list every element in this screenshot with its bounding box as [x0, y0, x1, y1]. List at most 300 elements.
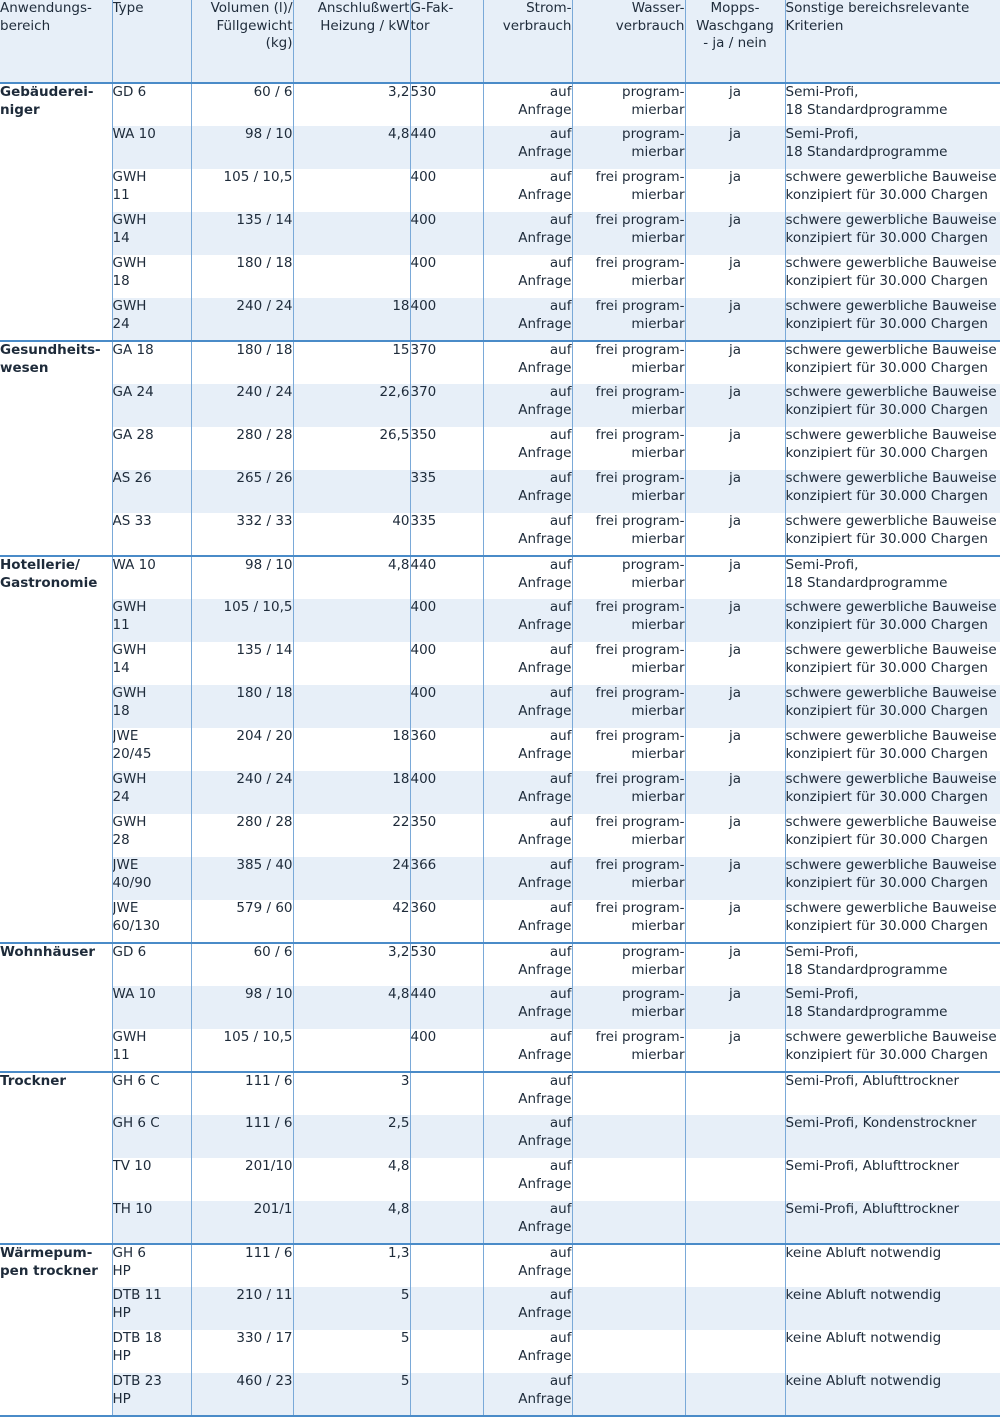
criteria-cell-text: schwere gewerbliche Bauweise konzipiert für 30.000 Chargen: [785, 900, 997, 934]
heating-cell-text: 26,5: [379, 427, 410, 443]
power-cell: [483, 255, 572, 298]
heating-cell: [293, 169, 410, 212]
criteria-cell-text: schwere gewerbliche Bauweise konzipiert für 30.000 Chargen: [785, 255, 997, 289]
heating-cell: [293, 83, 410, 126]
type-cell-text: GH 6 C: [112, 1073, 160, 1089]
heating-cell-text: 22,6: [379, 384, 410, 400]
heating-cell-text: 1,3: [388, 1245, 410, 1261]
criteria-cell-text: schwere gewerbliche Bauweise konzipiert für 30.000 Chargen: [785, 814, 997, 848]
criteria-cell-text: schwere gewerbliche Bauweise konzipiert für 30.000 Chargen: [785, 427, 997, 461]
table-row: [0, 1115, 1000, 1158]
power-cell-text: auf Anfrage: [518, 513, 572, 547]
table-row: [0, 728, 1000, 771]
power-cell: [483, 1115, 572, 1158]
mop-wash-cell: [685, 1244, 785, 1287]
header-water-consumption: Wasser- verbrauch: [572, 0, 685, 83]
mop-wash-cell: [685, 1373, 785, 1416]
power-cell-text: auf Anfrage: [518, 599, 572, 633]
mop-wash-cell: [685, 255, 785, 298]
table-row: [0, 1330, 1000, 1373]
volume-cell-text: 280 / 28: [236, 427, 293, 443]
mop-wash-cell: [685, 986, 785, 1029]
type-cell-text: DTB 23 HP: [112, 1373, 162, 1407]
mop-wash-cell-text: ja: [728, 126, 742, 142]
heating-cell: [293, 1287, 410, 1330]
heating-cell-text: 3: [400, 1073, 410, 1089]
heating-cell-text: 4,8: [388, 1201, 410, 1217]
heating-cell: [293, 1201, 410, 1244]
table-row: [0, 1029, 1000, 1072]
type-cell: [112, 556, 191, 599]
mop-wash-cell: [685, 1158, 785, 1201]
water-cell: [572, 470, 685, 513]
criteria-cell: [785, 126, 1000, 169]
volume-cell-text: 332 / 33: [236, 513, 293, 529]
group-cell: [0, 814, 112, 857]
mop-wash-cell: [685, 1115, 785, 1158]
volume-cell: [191, 1072, 293, 1115]
heating-cell: [293, 298, 410, 341]
power-cell: [483, 943, 572, 986]
volume-cell-text: 135 / 14: [236, 642, 293, 658]
volume-cell-text: 105 / 10,5: [223, 599, 293, 615]
power-cell-text: auf Anfrage: [518, 84, 572, 118]
volume-cell-text: 60 / 6: [253, 944, 293, 960]
heating-cell: [293, 1373, 410, 1416]
power-cell-text: auf Anfrage: [518, 342, 572, 376]
volume-cell-text: 180 / 18: [236, 342, 293, 358]
heating-cell: [293, 513, 410, 556]
criteria-cell: [785, 1287, 1000, 1330]
g-factor-cell: [410, 814, 483, 857]
type-cell-text: GWH 24: [112, 298, 147, 332]
mop-wash-cell-text: ja: [728, 685, 742, 701]
water-cell-text: frei program- mierbar: [595, 599, 685, 633]
heating-cell: [293, 1072, 410, 1115]
type-cell-text: GWH 18: [112, 255, 147, 289]
g-factor-cell: [410, 255, 483, 298]
heating-cell-text: 15: [392, 342, 410, 358]
power-cell: [483, 1330, 572, 1373]
group-cell: [0, 900, 112, 943]
group-label: Wärmepum- pen trockner: [0, 1245, 98, 1279]
mop-wash-cell: [685, 1201, 785, 1244]
water-cell-text: program- mierbar: [622, 986, 685, 1020]
volume-cell: [191, 255, 293, 298]
g-factor-cell-text: 440: [410, 126, 437, 142]
g-factor-cell: [410, 771, 483, 814]
criteria-cell-text: Semi-Profi, 18 Standardprogramme: [785, 557, 948, 591]
power-cell-text: auf Anfrage: [518, 814, 572, 848]
table-row: [0, 298, 1000, 341]
water-cell: [572, 298, 685, 341]
type-cell-text: GH 6 HP: [112, 1245, 146, 1279]
water-cell: [572, 83, 685, 126]
volume-cell: [191, 1287, 293, 1330]
type-cell-text: GWH 18: [112, 685, 147, 719]
g-factor-cell: [410, 298, 483, 341]
g-factor-cell: [410, 513, 483, 556]
type-cell-text: GA 24: [112, 384, 154, 400]
volume-cell-text: 280 / 28: [236, 814, 293, 830]
heating-cell-text: 4,8: [388, 557, 410, 573]
power-cell: [483, 599, 572, 642]
criteria-cell: [785, 728, 1000, 771]
group-cell: [0, 169, 112, 212]
power-cell: [483, 771, 572, 814]
group-cell: [0, 986, 112, 1029]
header-volume: Volumen (l)/ Füllgewicht (kg): [191, 0, 293, 83]
table-row: [0, 470, 1000, 513]
criteria-cell-text: Semi-Profi, Ablufttrockner: [785, 1073, 960, 1089]
criteria-cell-text: schwere gewerbliche Bauweise konzipiert für 30.000 Chargen: [785, 298, 997, 332]
group-label: Gesundheits- wesen: [0, 342, 101, 376]
type-cell: [112, 298, 191, 341]
criteria-cell-text: schwere gewerbliche Bauweise konzipiert für 30.000 Chargen: [785, 342, 997, 376]
mop-wash-cell-text: ja: [728, 298, 742, 314]
table-body: [0, 83, 1000, 1416]
criteria-cell: [785, 341, 1000, 384]
g-factor-cell: [410, 857, 483, 900]
criteria-cell-text: keine Abluft notwendig: [785, 1245, 942, 1261]
water-cell: [572, 1115, 685, 1158]
volume-cell: [191, 1158, 293, 1201]
g-factor-cell-text: 400: [410, 255, 437, 271]
volume-cell: [191, 513, 293, 556]
criteria-cell-text: schwere gewerbliche Bauweise konzipiert für 30.000 Chargen: [785, 642, 997, 676]
mop-wash-cell: [685, 341, 785, 384]
power-cell-text: auf Anfrage: [518, 900, 572, 934]
g-factor-cell: [410, 1072, 483, 1115]
heating-cell-text: 5: [400, 1330, 410, 1346]
criteria-cell: [785, 599, 1000, 642]
header-row: [0, 0, 1000, 83]
heating-cell: [293, 1158, 410, 1201]
g-factor-cell-text: 335: [410, 513, 437, 529]
power-cell: [483, 513, 572, 556]
g-factor-cell: [410, 169, 483, 212]
group-label: Hotellerie/ Gastronomie: [0, 557, 98, 591]
criteria-cell: [785, 685, 1000, 728]
g-factor-cell: [410, 599, 483, 642]
heating-cell-text: 4,8: [388, 1158, 410, 1174]
water-cell: [572, 169, 685, 212]
power-cell: [483, 470, 572, 513]
header-power-consumption: Strom- verbrauch: [483, 0, 572, 83]
mop-wash-cell-text: ja: [728, 814, 742, 830]
water-cell-text: program- mierbar: [622, 126, 685, 160]
mop-wash-cell-text: ja: [728, 986, 742, 1002]
water-cell: [572, 1330, 685, 1373]
volume-cell: [191, 470, 293, 513]
criteria-cell: [785, 556, 1000, 599]
mop-wash-cell-text: ja: [728, 169, 742, 185]
volume-cell-text: 385 / 40: [236, 857, 293, 873]
criteria-cell-text: schwere gewerbliche Bauweise konzipiert für 30.000 Chargen: [785, 384, 997, 418]
volume-cell-text: 460 / 23: [236, 1373, 293, 1389]
g-factor-cell-text: 530: [410, 84, 437, 100]
criteria-cell-text: Semi-Profi, 18 Standardprogramme: [785, 84, 948, 118]
type-cell: [112, 169, 191, 212]
g-factor-cell: [410, 943, 483, 986]
type-cell: [112, 1201, 191, 1244]
volume-cell: [191, 126, 293, 169]
heating-cell: [293, 1029, 410, 1072]
water-cell: [572, 212, 685, 255]
group-cell: [0, 728, 112, 771]
criteria-cell: [785, 1373, 1000, 1416]
power-cell-text: auf Anfrage: [518, 212, 572, 246]
type-cell-text: GD 6: [112, 84, 147, 100]
type-cell-text: TV 10: [112, 1158, 152, 1174]
volume-cell-text: 201/10: [245, 1158, 293, 1174]
heating-cell: [293, 1115, 410, 1158]
header-heating: Anschlußwert Heizung / kW: [293, 0, 410, 83]
type-cell: [112, 1373, 191, 1416]
type-cell-text: AS 33: [112, 513, 152, 529]
heating-cell-text: 3,2: [388, 84, 410, 100]
criteria-cell: [785, 384, 1000, 427]
heating-cell-text: 24: [392, 857, 410, 873]
volume-cell-text: 210 / 11: [236, 1287, 293, 1303]
mop-wash-cell-text: ja: [728, 771, 742, 787]
power-cell-text: auf Anfrage: [518, 255, 572, 289]
type-cell: [112, 341, 191, 384]
heating-cell-text: 18: [392, 771, 410, 787]
mop-wash-cell: [685, 1029, 785, 1072]
table-row: [0, 685, 1000, 728]
heating-cell-text: 18: [392, 728, 410, 744]
criteria-cell: [785, 1115, 1000, 1158]
water-cell: [572, 556, 685, 599]
heating-cell-text: 4,8: [388, 986, 410, 1002]
criteria-cell: [785, 298, 1000, 341]
heating-cell: [293, 126, 410, 169]
criteria-cell-text: Semi-Profi, 18 Standardprogramme: [785, 126, 948, 160]
group-cell: [0, 1330, 112, 1373]
volume-cell-text: 180 / 18: [236, 255, 293, 271]
type-cell: [112, 599, 191, 642]
power-cell: [483, 986, 572, 1029]
volume-cell: [191, 427, 293, 470]
criteria-cell: [785, 857, 1000, 900]
water-cell-text: frei program- mierbar: [595, 384, 685, 418]
mop-wash-cell: [685, 943, 785, 986]
criteria-cell-text: schwere gewerbliche Bauweise konzipiert für 30.000 Chargen: [785, 1029, 997, 1063]
volume-cell-text: 111 / 6: [245, 1073, 293, 1089]
type-cell-text: GWH 11: [112, 599, 147, 633]
heating-cell-text: 2,5: [388, 1115, 410, 1131]
criteria-cell: [785, 513, 1000, 556]
heating-cell: [293, 427, 410, 470]
power-cell-text: auf Anfrage: [518, 470, 572, 504]
g-factor-cell: [410, 427, 483, 470]
volume-cell: [191, 728, 293, 771]
water-cell-text: frei program- mierbar: [595, 685, 685, 719]
type-cell: [112, 943, 191, 986]
g-factor-cell-text: 335: [410, 470, 437, 486]
g-factor-cell: [410, 986, 483, 1029]
water-cell-text: frei program- mierbar: [595, 427, 685, 461]
mop-wash-cell: [685, 384, 785, 427]
g-factor-cell: [410, 341, 483, 384]
power-cell: [483, 685, 572, 728]
type-cell-text: JWE 60/130: [112, 900, 160, 934]
mop-wash-cell: [685, 1072, 785, 1115]
heating-cell: [293, 1244, 410, 1287]
mop-wash-cell: [685, 814, 785, 857]
mop-wash-cell: [685, 728, 785, 771]
mop-wash-cell-text: ja: [728, 84, 742, 100]
type-cell-text: GWH 14: [112, 642, 147, 676]
g-factor-cell: [410, 685, 483, 728]
table-row: [0, 513, 1000, 556]
criteria-cell: [785, 1158, 1000, 1201]
water-cell-text: frei program- mierbar: [595, 900, 685, 934]
water-cell-text: program- mierbar: [622, 944, 685, 978]
power-cell: [483, 212, 572, 255]
type-cell-text: JWE 40/90: [112, 857, 152, 891]
volume-cell: [191, 857, 293, 900]
g-factor-cell-text: 400: [410, 1029, 437, 1045]
table-row: [0, 771, 1000, 814]
group-cell: [0, 556, 112, 599]
g-factor-cell-text: 366: [410, 857, 437, 873]
type-cell-text: WA 10: [112, 557, 156, 573]
mop-wash-cell-text: ja: [728, 857, 742, 873]
mop-wash-cell: [685, 298, 785, 341]
type-cell-text: DTB 11 HP: [112, 1287, 162, 1321]
water-cell: [572, 943, 685, 986]
volume-cell-text: 98 / 10: [245, 126, 293, 142]
g-factor-cell-text: 440: [410, 557, 437, 573]
criteria-cell-text: Semi-Profi, 18 Standardprogramme: [785, 986, 948, 1020]
volume-cell-text: 240 / 24: [236, 384, 293, 400]
mop-wash-cell-text: ja: [728, 557, 742, 573]
criteria-cell: [785, 642, 1000, 685]
type-cell-text: TH 10: [112, 1201, 153, 1217]
table-row: [0, 1072, 1000, 1115]
type-cell: [112, 212, 191, 255]
power-cell: [483, 900, 572, 943]
power-cell-text: auf Anfrage: [518, 169, 572, 203]
power-cell-text: auf Anfrage: [518, 1330, 572, 1364]
power-cell: [483, 341, 572, 384]
water-cell: [572, 513, 685, 556]
type-cell: [112, 513, 191, 556]
mop-wash-cell-text: ja: [728, 342, 742, 358]
type-cell: [112, 1115, 191, 1158]
group-cell: [0, 1244, 112, 1287]
type-cell: [112, 728, 191, 771]
volume-cell: [191, 1201, 293, 1244]
type-cell-text: DTB 18 HP: [112, 1330, 162, 1364]
water-cell: [572, 1201, 685, 1244]
mop-wash-cell-text: ja: [728, 599, 742, 615]
mop-wash-cell-text: ja: [728, 944, 742, 960]
water-cell: [572, 857, 685, 900]
volume-cell: [191, 384, 293, 427]
power-cell-text: auf Anfrage: [518, 384, 572, 418]
type-cell: [112, 83, 191, 126]
table-row: [0, 556, 1000, 599]
volume-cell: [191, 771, 293, 814]
group-cell: [0, 771, 112, 814]
table-row: [0, 83, 1000, 126]
criteria-cell: [785, 212, 1000, 255]
table-row: [0, 943, 1000, 986]
group-cell: [0, 341, 112, 384]
type-cell-text: GA 18: [112, 342, 154, 358]
mop-wash-cell: [685, 900, 785, 943]
g-factor-cell-text: 350: [410, 814, 437, 830]
criteria-cell: [785, 986, 1000, 1029]
g-factor-cell-text: 360: [410, 728, 437, 744]
power-cell: [483, 642, 572, 685]
water-cell: [572, 1072, 685, 1115]
criteria-cell-text: schwere gewerbliche Bauweise konzipiert für 30.000 Chargen: [785, 470, 997, 504]
type-cell: [112, 384, 191, 427]
volume-cell: [191, 298, 293, 341]
criteria-cell-text: keine Abluft notwendig: [785, 1373, 942, 1389]
volume-cell-text: 579 / 60: [236, 900, 293, 916]
volume-cell-text: 105 / 10,5: [223, 1029, 293, 1045]
heating-cell: [293, 556, 410, 599]
mop-wash-cell-text: ja: [728, 1029, 742, 1045]
group-label: Gebäuderei- niger: [0, 84, 94, 118]
g-factor-cell-text: 370: [410, 384, 437, 400]
table-row: [0, 814, 1000, 857]
group-cell: [0, 427, 112, 470]
mop-wash-cell-text: ja: [728, 642, 742, 658]
heating-cell-text: 5: [400, 1287, 410, 1303]
type-cell-text: GWH 11: [112, 1029, 147, 1063]
water-cell: [572, 1029, 685, 1072]
type-cell: [112, 857, 191, 900]
water-cell-text: frei program- mierbar: [595, 642, 685, 676]
mop-wash-cell: [685, 1287, 785, 1330]
heating-cell: [293, 728, 410, 771]
criteria-cell: [785, 1072, 1000, 1115]
type-cell: [112, 900, 191, 943]
group-cell: [0, 685, 112, 728]
heating-cell: [293, 986, 410, 1029]
type-cell: [112, 642, 191, 685]
heating-cell: [293, 771, 410, 814]
power-cell: [483, 169, 572, 212]
type-cell-text: GH 6 C: [112, 1115, 160, 1131]
volume-cell: [191, 599, 293, 642]
mop-wash-cell: [685, 1330, 785, 1373]
heating-cell-text: 4,8: [388, 126, 410, 142]
mop-wash-cell-text: ja: [728, 900, 742, 916]
water-cell: [572, 771, 685, 814]
mop-wash-cell: [685, 771, 785, 814]
heating-cell: [293, 943, 410, 986]
heating-cell: [293, 599, 410, 642]
group-cell: [0, 298, 112, 341]
criteria-cell-text: schwere gewerbliche Bauweise konzipiert für 30.000 Chargen: [785, 169, 997, 203]
water-cell: [572, 427, 685, 470]
heating-cell: [293, 1330, 410, 1373]
power-cell-text: auf Anfrage: [518, 1115, 572, 1149]
g-factor-cell: [410, 384, 483, 427]
heating-cell-text: 40: [392, 513, 410, 529]
power-cell-text: auf Anfrage: [518, 557, 572, 591]
heating-cell: [293, 341, 410, 384]
g-factor-cell-text: 400: [410, 642, 437, 658]
volume-cell-text: 240 / 24: [236, 771, 293, 787]
